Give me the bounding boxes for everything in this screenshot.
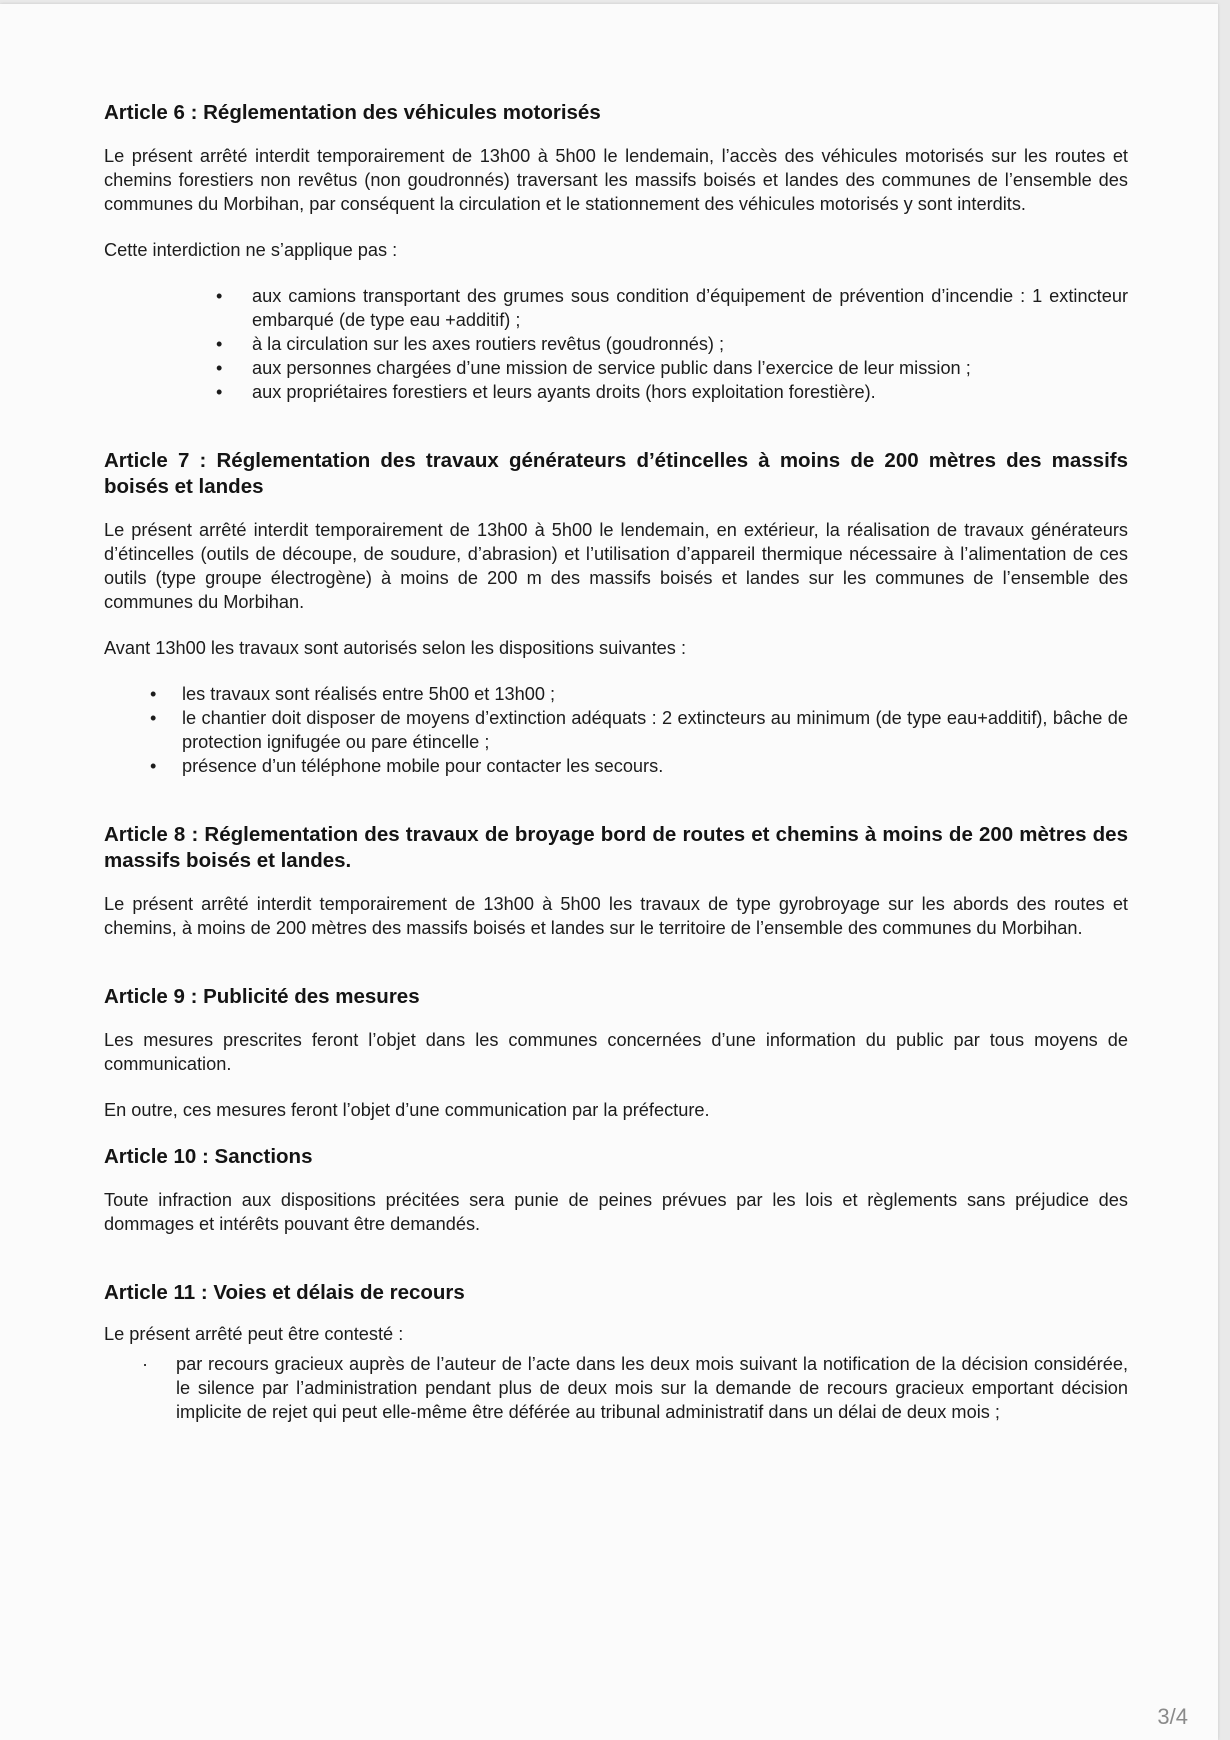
- list-item: • les travaux sont réalisés entre 5h00 et 13h00 ;: [150, 684, 556, 704]
- article-9-heading: Article 9 : Publicité des mesures: [104, 985, 420, 1008]
- article-9-paragraph-1: Les mesures prescrites feront l’objet dans les communes concernées d’une information du public par tous moyens de communication.: [104, 1030, 1128, 1074]
- article-7-paragraph-1: Le présent arrêté interdit temporairement de 13h00 à 5h00 le lendemain, en extérieur, la réalisation de travaux générateurs d’étincelles (outils de découpe, de soudure, d’abrasion) et l’utilisation d’appareil thermique nécessaire à l’alimentation de ces outils (type groupe électrogène) à moins de 200 m des massifs boisés et landes sur les communes de l’ensemble des communes du Morbihan.: [104, 520, 1128, 612]
- list-item: · par recours gracieux auprès de l’auteur de l’acte dans les deux mois suivant la notification de la décision considérée, le silence par l’administration pendant plus de deux mois sur la demande de recours gracieux emportant décision implicite de rejet qui peut elle-même être déférée au tribunal administratif dans un délai de deux mois ;: [142, 1354, 1128, 1422]
- list-item: • aux camions transportant des grumes sous condition d’équipement de prévention d’incendie : 1 extincteur embarqué (de type eau +additif) ;: [216, 286, 1128, 330]
- list-item: • à la circulation sur les axes routiers revêtus (goudronnés) ;: [216, 334, 725, 354]
- document-body: [104, 100, 1128, 1424]
- article-8-heading: Article 8 : Réglementation des travaux de broyage bord de routes et chemins à moins de 200 mètres des massifs boisés et landes.: [104, 823, 1128, 872]
- list-item: • aux personnes chargées d’une mission de service public dans l’exercice de leur mission ;: [216, 358, 971, 378]
- article-6-list: [104, 284, 1128, 404]
- list-item: • présence d’un téléphone mobile pour contacter les secours.: [150, 756, 664, 776]
- article-10-paragraph-1: Toute infraction aux dispositions précitées sera punie de peines prévues par les lois et règlements sans préjudice des dommages et intérêts pouvant être demandés.: [104, 1190, 1128, 1234]
- page-number: 3/4: [1157, 1704, 1188, 1729]
- article-7-list: [104, 682, 1128, 778]
- bullet-icon: •: [216, 382, 223, 402]
- article-6-heading: Article 6 : Réglementation des véhicules motorisés: [104, 101, 601, 124]
- bullet-icon: •: [150, 684, 157, 704]
- article-7-paragraph-2: Avant 13h00 les travaux sont autorisés selon les dispositions suivantes :: [104, 638, 686, 658]
- bullet-icon: •: [216, 286, 223, 306]
- article-9-paragraph-2: En outre, ces mesures feront l’objet d’une communication par la préfecture.: [104, 1100, 710, 1120]
- article-11-heading: Article 11 : Voies et délais de recours: [104, 1281, 465, 1304]
- article-11-list: [104, 1352, 1128, 1424]
- document-page: [0, 4, 1218, 1740]
- article-7-heading: Article 7 : Réglementation des travaux générateurs d’étincelles à moins de 200 mètres des massifs boisés et landes: [104, 449, 1128, 498]
- list-item: • le chantier doit disposer de moyens d’extinction adéquats : 2 extincteurs au minimum (de type eau+additif), bâche de protection ignifugée ou pare étincelle ;: [150, 708, 1128, 752]
- bullet-icon: •: [216, 334, 223, 354]
- article-8-paragraph-1: Le présent arrêté interdit temporairement de 13h00 à 5h00 les travaux de type gyrobroyage sur les abords des routes et chemins, à moins de 200 mètres des massifs boisés et landes sur le territoire de l’ensemble des communes du Morbihan.: [104, 894, 1128, 938]
- article-10-heading: Article 10 : Sanctions: [104, 1145, 313, 1168]
- bullet-icon: •: [150, 756, 157, 776]
- article-11-paragraph-1: Le présent arrêté peut être contesté :: [104, 1324, 404, 1344]
- bullet-icon: ·: [142, 1354, 149, 1374]
- bullet-icon: •: [150, 708, 157, 728]
- article-6-paragraph-2: Cette interdiction ne s’applique pas :: [104, 240, 398, 260]
- bullet-icon: •: [216, 358, 223, 378]
- list-item: • aux propriétaires forestiers et leurs ayants droits (hors exploitation forestière).: [216, 382, 876, 402]
- article-6-paragraph-1: Le présent arrêté interdit temporairement de 13h00 à 5h00 le lendemain, l’accès des véhicules motorisés sur les routes et chemins forestiers non revêtus (non goudronnés) traversant les massifs boisés et landes des communes de l’ensemble des communes du Morbihan, par conséquent la circulation et le stationnement des véhicules motorisés y sont interdits.: [104, 146, 1128, 214]
